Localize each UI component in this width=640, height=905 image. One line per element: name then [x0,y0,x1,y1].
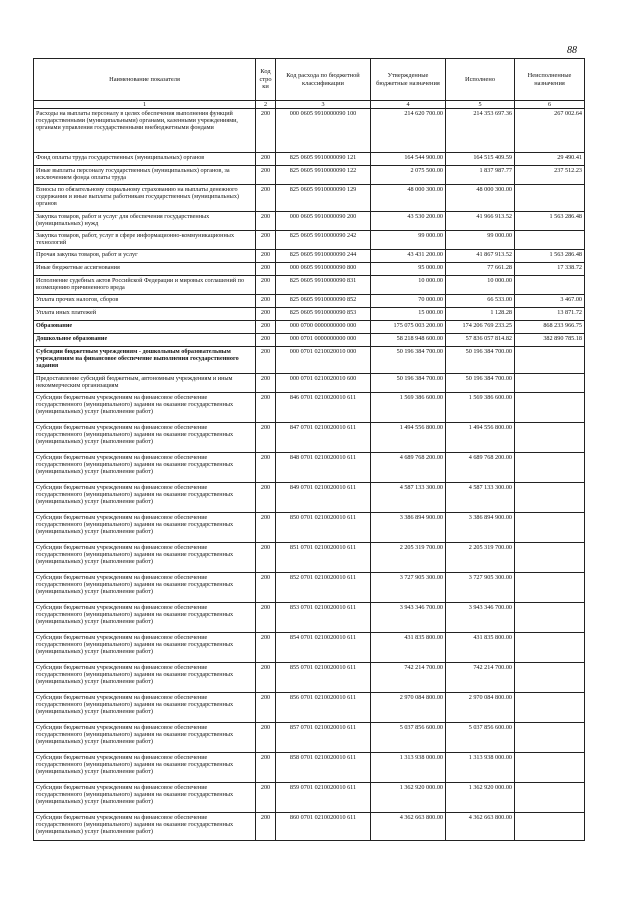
row-line-code: 200 [256,212,276,231]
budget-execution-table [33,58,585,841]
header-code-line: Код строки [256,59,276,101]
row-line-code: 200 [256,276,276,295]
row-kbk-code: 000 0605 9910000090 100 [276,109,371,153]
row-approved-amount: 164 544 900.00 [371,153,446,166]
row-approved-amount: 1 313 938 000.00 [371,753,446,783]
table-body [34,109,585,841]
row-name: Субсидии бюджетным учреждениям на финансовое обеспечение государственного (муниципального) задания на оказание государственных (муниципальных) услуг (выполнение работ) [34,723,256,753]
row-executed-amount: 50 196 384 700.00 [446,374,515,393]
row-name: Образование [34,321,256,334]
row-approved-amount: 2 205 319 700.00 [371,543,446,573]
row-unexecuted-amount [515,393,585,423]
row-approved-amount: 43 530 200.00 [371,212,446,231]
row-unexecuted-amount [515,513,585,543]
row-executed-amount: 41 966 913.52 [446,212,515,231]
row-executed-amount: 742 214 700.00 [446,663,515,693]
row-unexecuted-amount [515,753,585,783]
row-approved-amount: 15 000.00 [371,308,446,321]
column-number: 5 [446,101,515,109]
row-line-code: 200 [256,263,276,276]
row-line-code: 200 [256,693,276,723]
row-name: Субсидии бюджетным учреждениям на финансовое обеспечение государственного (муниципального) задания на оказание государственных (муниципальных) услуг (выполнение работ) [34,543,256,573]
row-approved-amount: 58 218 948 600.00 [371,334,446,347]
row-unexecuted-amount: 267 002.64 [515,109,585,153]
row-line-code: 200 [256,633,276,663]
header-name: Наименование показателя [34,59,256,101]
row-executed-amount: 10 000.00 [446,276,515,295]
row-kbk-code: 000 0701 0210020010 000 [276,347,371,374]
row-line-code: 200 [256,813,276,841]
table-row [34,185,585,212]
column-number: 6 [515,101,585,109]
table-row [34,513,585,543]
row-kbk-code: 849 0701 0210020010 611 [276,483,371,513]
row-unexecuted-amount [515,276,585,295]
row-kbk-code: 825 0605 9910000090 121 [276,153,371,166]
row-name: Субсидии бюджетным учреждениям на финансовое обеспечение государственного (муниципального) задания на оказание государственных (муниципальных) услуг (выполнение работ) [34,573,256,603]
table-row [34,250,585,263]
row-name: Закупка товаров, работ, услуг в сфере информационно-коммуникационных технологий [34,231,256,250]
row-approved-amount: 43 431 200.00 [371,250,446,263]
row-name: Субсидии бюджетным учреждениям на финансовое обеспечение государственного (муниципального) задания на оказание государственных (муниципальных) услуг (выполнение работ) [34,453,256,483]
row-unexecuted-amount [515,453,585,483]
row-unexecuted-amount: 1 563 286.48 [515,212,585,231]
header-executed: Исполнено [446,59,515,101]
column-number: 4 [371,101,446,109]
table-row [34,693,585,723]
table-row [34,573,585,603]
header-kbk: Код расхода по бюджетной классификации [276,59,371,101]
row-line-code: 200 [256,723,276,753]
row-approved-amount: 48 000 300.00 [371,185,446,212]
row-executed-amount: 1 128.28 [446,308,515,321]
row-unexecuted-amount: 13 871.72 [515,308,585,321]
table-row [34,723,585,753]
row-name: Субсидии бюджетным учреждениям на финансовое обеспечение государственного (муниципального) задания на оказание государственных (муниципальных) услуг (выполнение работ) [34,783,256,813]
table-row [34,603,585,633]
row-kbk-code: 852 0701 0210020010 611 [276,573,371,603]
table-row [34,633,585,663]
row-approved-amount: 3 943 346 700.00 [371,603,446,633]
row-line-code: 200 [256,423,276,453]
table-row [34,212,585,231]
row-kbk-code: 825 0605 9910000090 129 [276,185,371,212]
row-name: Субсидии бюджетным учреждениям на финансовое обеспечение государственного (муниципального) задания на оказание государственных (муниципальных) услуг (выполнение работ) [34,813,256,841]
row-executed-amount: 1 362 920 000.00 [446,783,515,813]
table-row [34,483,585,513]
table-header-row [34,59,585,101]
row-unexecuted-amount [515,423,585,453]
row-unexecuted-amount: 1 563 286.48 [515,250,585,263]
row-executed-amount: 4 362 663 800.00 [446,813,515,841]
row-unexecuted-amount [515,813,585,841]
row-executed-amount: 3 727 905 300.00 [446,573,515,603]
row-executed-amount: 1 494 556 800.00 [446,423,515,453]
row-name: Субсидии бюджетным учреждениям на финансовое обеспечение государственного (муниципального) задания на оказание государственных (муниципальных) услуг (выполнение работ) [34,663,256,693]
row-approved-amount: 50 196 384 700.00 [371,347,446,374]
row-executed-amount: 431 835 800.00 [446,633,515,663]
table-row [34,753,585,783]
row-name: Иные бюджетные ассигнования [34,263,256,276]
row-executed-amount: 164 515 409.59 [446,153,515,166]
table-row [34,423,585,453]
row-unexecuted-amount [515,693,585,723]
row-approved-amount: 3 727 905 300.00 [371,573,446,603]
row-unexecuted-amount [515,483,585,513]
row-kbk-code: 825 0605 9910000090 852 [276,295,371,308]
row-executed-amount: 174 206 769 233.25 [446,321,515,334]
row-line-code: 200 [256,347,276,374]
row-line-code: 200 [256,109,276,153]
row-name: Субсидии бюджетным учреждениям на финансовое обеспечение государственного (муниципального) задания на оказание государственных (муниципальных) услуг (выполнение работ) [34,603,256,633]
row-unexecuted-amount [515,374,585,393]
row-executed-amount: 2 970 084 800.00 [446,693,515,723]
row-executed-amount: 1 837 987.77 [446,166,515,185]
row-unexecuted-amount [515,723,585,753]
table-row [34,334,585,347]
row-kbk-code: 851 0701 0210020010 611 [276,543,371,573]
row-line-code: 200 [256,753,276,783]
row-unexecuted-amount [515,783,585,813]
row-kbk-code: 847 0701 0210020010 611 [276,423,371,453]
row-name: Предоставление субсидий бюджетным, автономным учреждениям и иным некоммерческим организациям [34,374,256,393]
row-executed-amount: 3 386 894 900.00 [446,513,515,543]
row-unexecuted-amount [515,347,585,374]
row-name: Фонд оплаты труда государственных (муниципальных) органов [34,153,256,166]
row-unexecuted-amount: 29 490.41 [515,153,585,166]
row-line-code: 200 [256,231,276,250]
row-line-code: 200 [256,185,276,212]
row-kbk-code: 000 0605 9910000090 800 [276,263,371,276]
row-line-code: 200 [256,783,276,813]
table-row [34,153,585,166]
row-unexecuted-amount [515,603,585,633]
row-line-code: 200 [256,308,276,321]
row-kbk-code: 853 0701 0210020010 611 [276,603,371,633]
row-line-code: 200 [256,250,276,263]
row-executed-amount: 66 533.00 [446,295,515,308]
row-kbk-code: 825 0605 9910000090 242 [276,231,371,250]
row-name: Субсидии бюджетным учреждениям на финансовое обеспечение государственного (муниципального) задания на оказание государственных (муниципальных) услуг (выполнение работ) [34,633,256,663]
row-kbk-code: 850 0701 0210020010 611 [276,513,371,543]
table-row [34,308,585,321]
row-kbk-code: 854 0701 0210020010 611 [276,633,371,663]
row-unexecuted-amount: 3 467.00 [515,295,585,308]
row-executed-amount: 3 943 346 700.00 [446,603,515,633]
row-approved-amount: 4 362 663 800.00 [371,813,446,841]
row-line-code: 200 [256,393,276,423]
row-line-code: 200 [256,513,276,543]
header-approved: Утвержденные бюджетные назначения [371,59,446,101]
table-row [34,543,585,573]
row-line-code: 200 [256,334,276,347]
row-line-code: 200 [256,603,276,633]
row-kbk-code: 000 0700 0000000000 000 [276,321,371,334]
row-kbk-code: 000 0605 9910000090 200 [276,212,371,231]
row-executed-amount: 41 867 913.52 [446,250,515,263]
row-line-code: 200 [256,295,276,308]
row-kbk-code: 855 0701 0210020010 611 [276,663,371,693]
row-approved-amount: 1 494 556 800.00 [371,423,446,453]
row-name: Субсидии бюджетным учреждениям на финансовое обеспечение государственного (муниципального) задания на оказание государственных (муниципальных) услуг (выполнение работ) [34,393,256,423]
row-approved-amount: 175 075 003 200.00 [371,321,446,334]
row-name: Дошкольное образование [34,334,256,347]
row-approved-amount: 70 000.00 [371,295,446,308]
row-kbk-code: 856 0701 0210020010 611 [276,693,371,723]
row-executed-amount: 99 000.00 [446,231,515,250]
row-kbk-code: 825 0605 9910000090 244 [276,250,371,263]
row-unexecuted-amount [515,663,585,693]
table-row [34,231,585,250]
row-name: Прочая закупка товаров, работ и услуг [34,250,256,263]
row-unexecuted-amount: 382 890 785.18 [515,334,585,347]
row-executed-amount: 214 353 697.36 [446,109,515,153]
table-row [34,347,585,374]
row-approved-amount: 214 620 700.00 [371,109,446,153]
row-name: Субсидии бюджетным учреждениям на финансовое обеспечение государственного (муниципального) задания на оказание государственных (муниципальных) услуг (выполнение работ) [34,693,256,723]
row-line-code: 200 [256,453,276,483]
row-executed-amount: 57 836 057 814.82 [446,334,515,347]
row-executed-amount: 77 661.28 [446,263,515,276]
row-name: Расходы на выплаты персоналу в целях обеспечения выполнения функций государственными (муниципальными) органами, казенными учреждениями, органами управления государственными внебюджетными фондами [34,109,256,153]
row-approved-amount: 4 587 133 300.00 [371,483,446,513]
table-row [34,813,585,841]
row-unexecuted-amount: 17 338.72 [515,263,585,276]
row-approved-amount: 95 000.00 [371,263,446,276]
row-approved-amount: 10 000.00 [371,276,446,295]
row-kbk-code: 859 0701 0210020010 611 [276,783,371,813]
row-name: Взносы по обязательному социальному страхованию на выплаты денежного содержания и иные выплаты работникам государственных (муниципальных) органов [34,185,256,212]
row-line-code: 200 [256,166,276,185]
row-name: Субсидии бюджетным учреждениям на финансовое обеспечение государственного (муниципального) задания на оказание государственных (муниципальных) услуг (выполнение работ) [34,483,256,513]
row-approved-amount: 3 386 894 900.00 [371,513,446,543]
row-unexecuted-amount: 237 512.23 [515,166,585,185]
row-kbk-code: 825 0605 9910000090 831 [276,276,371,295]
row-kbk-code: 846 0701 0210020010 611 [276,393,371,423]
row-approved-amount: 431 835 800.00 [371,633,446,663]
row-unexecuted-amount [515,543,585,573]
row-kbk-code: 857 0701 0210020010 611 [276,723,371,753]
row-executed-amount: 48 000 300.00 [446,185,515,212]
row-name: Субсидии бюджетным учреждениям - дошкольным образовательным учреждениям на финансовое обеспечение выполнения государственного задания [34,347,256,374]
row-approved-amount: 742 214 700.00 [371,663,446,693]
table-row [34,663,585,693]
row-kbk-code: 825 0605 9910000090 853 [276,308,371,321]
row-executed-amount: 1 569 386 600.00 [446,393,515,423]
row-approved-amount: 1 362 920 000.00 [371,783,446,813]
row-unexecuted-amount [515,573,585,603]
row-unexecuted-amount [515,185,585,212]
row-name: Исполнение судебных актов Российской Федерации и мировых соглашений по возмещению причиненного вреда [34,276,256,295]
row-executed-amount: 2 205 319 700.00 [446,543,515,573]
column-numbers-row [34,101,585,109]
table-row [34,263,585,276]
page-number: 88 [567,45,577,56]
table-row [34,276,585,295]
table-row [34,783,585,813]
row-approved-amount: 50 196 384 700.00 [371,374,446,393]
row-approved-amount: 1 569 386 600.00 [371,393,446,423]
table-row [34,321,585,334]
row-line-code: 200 [256,321,276,334]
row-name: Субсидии бюджетным учреждениям на финансовое обеспечение государственного (муниципального) задания на оказание государственных (муниципальных) услуг (выполнение работ) [34,423,256,453]
table-row [34,453,585,483]
row-name: Закупка товаров, работ и услуг для обеспечения государственных (муниципальных) нужд [34,212,256,231]
row-name: Субсидии бюджетным учреждениям на финансовое обеспечение государственного (муниципального) задания на оказание государственных (муниципальных) услуг (выполнение работ) [34,513,256,543]
row-line-code: 200 [256,663,276,693]
row-executed-amount: 4 689 768 200.00 [446,453,515,483]
column-number: 1 [34,101,256,109]
table-row [34,109,585,153]
row-kbk-code: 848 0701 0210020010 611 [276,453,371,483]
row-kbk-code: 860 0701 0210020010 611 [276,813,371,841]
column-number: 2 [256,101,276,109]
row-kbk-code: 825 0605 9910000090 122 [276,166,371,185]
row-line-code: 200 [256,543,276,573]
row-approved-amount: 4 689 768 200.00 [371,453,446,483]
row-approved-amount: 2 970 084 800.00 [371,693,446,723]
row-kbk-code: 858 0701 0210020010 611 [276,753,371,783]
table-row [34,295,585,308]
row-executed-amount: 50 196 384 700.00 [446,347,515,374]
row-unexecuted-amount: 868 233 966.75 [515,321,585,334]
row-kbk-code: 000 0701 0210020010 600 [276,374,371,393]
row-unexecuted-amount [515,633,585,663]
column-number: 3 [276,101,371,109]
row-name: Иные выплаты персоналу государственных (муниципальных) органов, за исключением фонда оплаты труда [34,166,256,185]
row-approved-amount: 99 000.00 [371,231,446,250]
row-name: Уплата иных платежей [34,308,256,321]
row-line-code: 200 [256,573,276,603]
row-line-code: 200 [256,483,276,513]
row-approved-amount: 2 075 500.00 [371,166,446,185]
header-unexecuted: Неисполненные назначения [515,59,585,101]
row-executed-amount: 5 037 856 600.00 [446,723,515,753]
row-approved-amount: 5 037 856 600.00 [371,723,446,753]
row-executed-amount: 4 587 133 300.00 [446,483,515,513]
row-executed-amount: 1 313 938 000.00 [446,753,515,783]
row-line-code: 200 [256,153,276,166]
table-row [34,393,585,423]
table-row [34,166,585,185]
table-row [34,374,585,393]
row-line-code: 200 [256,374,276,393]
row-name: Субсидии бюджетным учреждениям на финансовое обеспечение государственного (муниципального) задания на оказание государственных (муниципальных) услуг (выполнение работ) [34,753,256,783]
row-kbk-code: 000 0701 0000000000 000 [276,334,371,347]
row-unexecuted-amount [515,231,585,250]
row-name: Уплата прочих налогов, сборов [34,295,256,308]
